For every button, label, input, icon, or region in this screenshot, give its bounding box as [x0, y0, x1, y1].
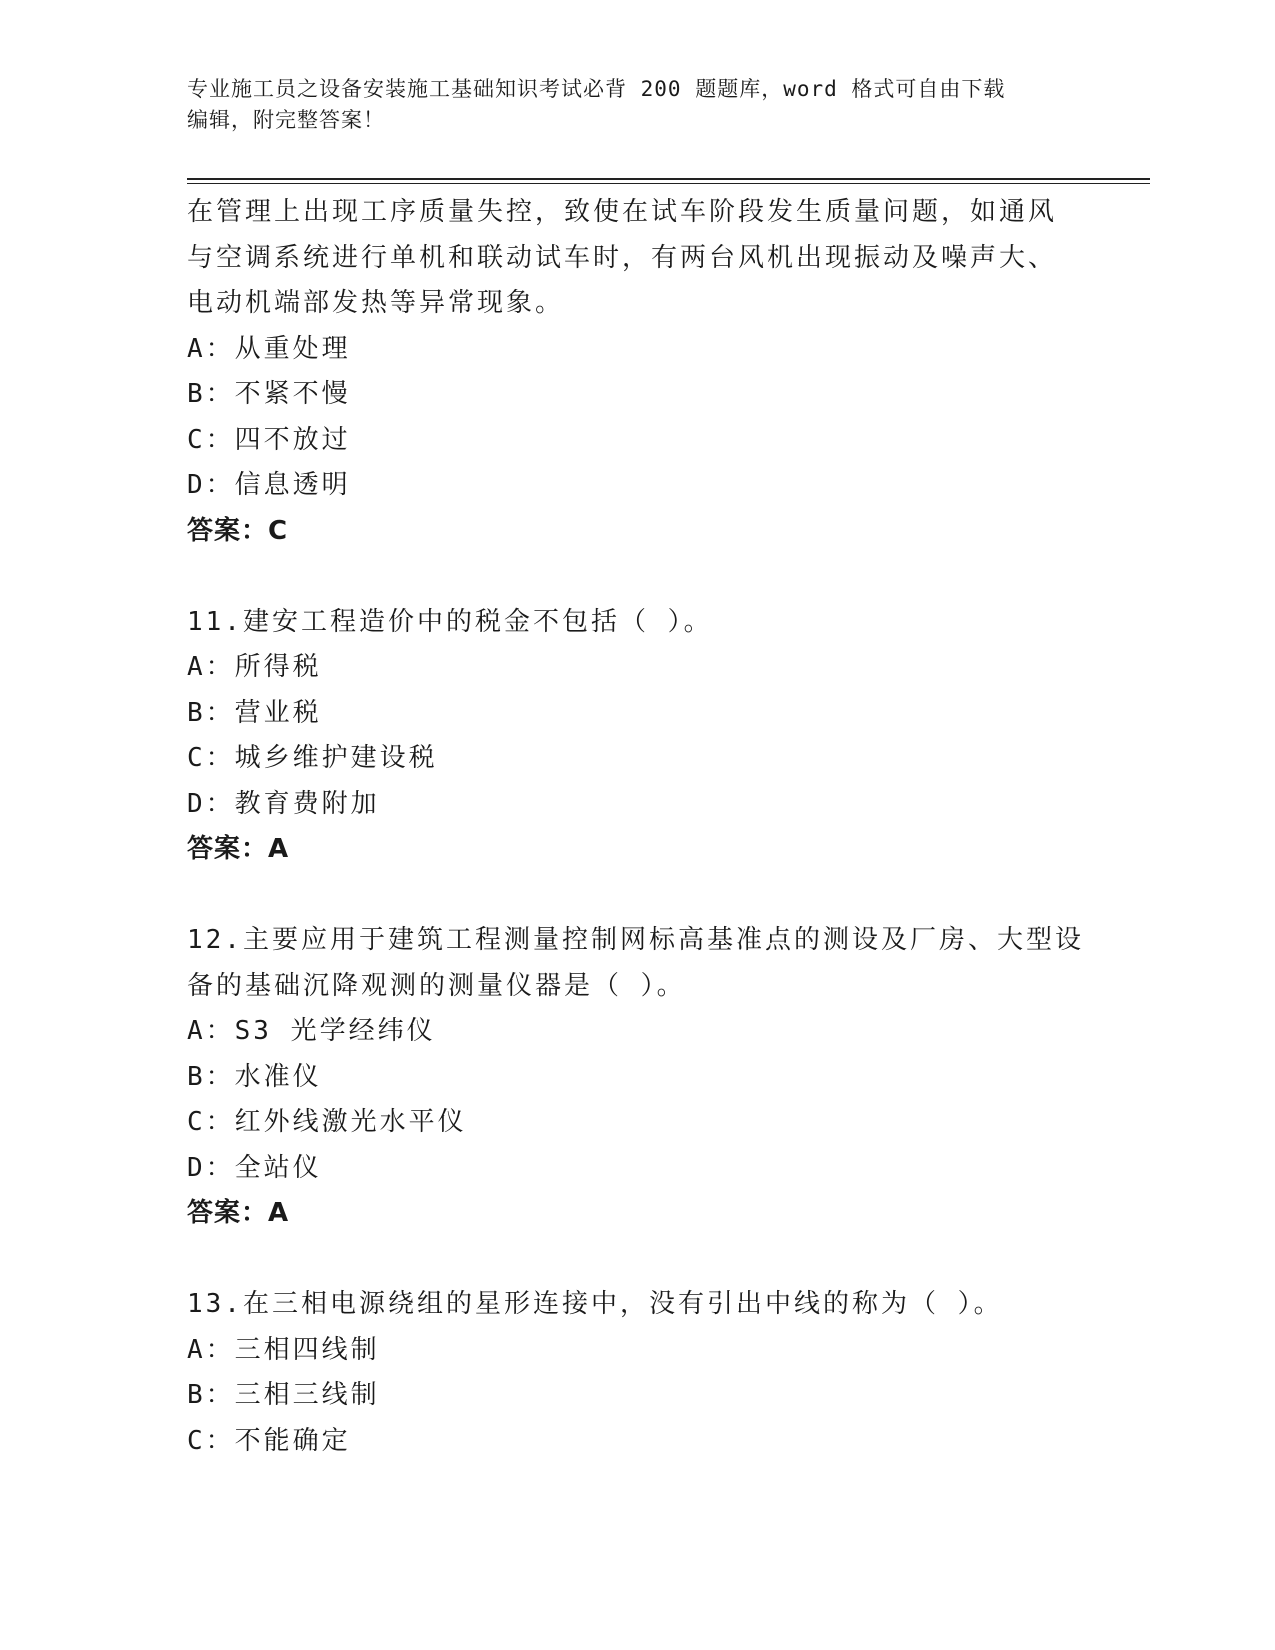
header-divider-thin	[187, 183, 1150, 184]
option-a: A：所得税	[187, 652, 322, 682]
answer-line: 答案：C	[187, 515, 289, 546]
option-b: B：三相三线制	[187, 1380, 380, 1410]
question-text-line: 11.建安工程造价中的税金不包括（ ）。	[187, 606, 713, 637]
option-d: D：全站仪	[187, 1152, 322, 1183]
question-13	[187, 1282, 1087, 1464]
question-12	[187, 918, 1087, 1237]
question-text-line: 13.在三相电源绕组的星形连接中，没有引出中线的称为（ ）。	[187, 1289, 1003, 1319]
spacer	[187, 873, 1087, 919]
option-a: A：从重处理	[187, 333, 351, 364]
option-c: C：四不放过	[187, 424, 351, 455]
header-divider-thick	[187, 178, 1150, 180]
option-c: C：不能确定	[187, 1425, 351, 1456]
question-text-line: 电动机端部发热等异常现象。	[187, 288, 565, 318]
question-text-line: 与空调系统进行单机和联动试车时，有两台风机出现振动及噪声大、	[187, 242, 1058, 273]
question-text-line: 12.主要应用于建筑工程测量控制网标高基准点的测设及厂房、大型设	[187, 925, 1084, 955]
header-line-1: 专业施工员之设备安装施工基础知识考试必背 200 题题库，word 格式可自由下载	[187, 77, 1006, 101]
option-a: A：S3 光学经纬仪	[187, 1016, 436, 1046]
document-body	[187, 190, 1087, 1464]
question-text-line: 备的基础沉降观测的测量仪器是（ ）。	[187, 970, 686, 1001]
option-b: B：不紧不慢	[187, 379, 351, 409]
spacer	[187, 554, 1087, 600]
option-d: D：教育费附加	[187, 788, 380, 819]
answer-line: 答案：A	[187, 1198, 290, 1228]
question-text-line: 在管理上出现工序质量失控，致使在试车阶段发生质量问题，如通风	[187, 197, 1058, 227]
document-header	[187, 74, 1087, 136]
answer-line: 答案：A	[187, 834, 290, 864]
option-b: B：营业税	[187, 697, 322, 728]
option-b: B：水准仪	[187, 1061, 322, 1092]
option-c: C：城乡维护建设税	[187, 743, 438, 773]
option-c: C：红外线激光水平仪	[187, 1107, 467, 1137]
header-line-2: 编辑，附完整答案！	[187, 108, 385, 132]
question-11	[187, 600, 1087, 873]
spacer	[187, 1237, 1087, 1283]
option-a: A：三相四线制	[187, 1334, 380, 1365]
question-10-continuation	[187, 190, 1087, 554]
option-d: D：信息透明	[187, 470, 351, 500]
